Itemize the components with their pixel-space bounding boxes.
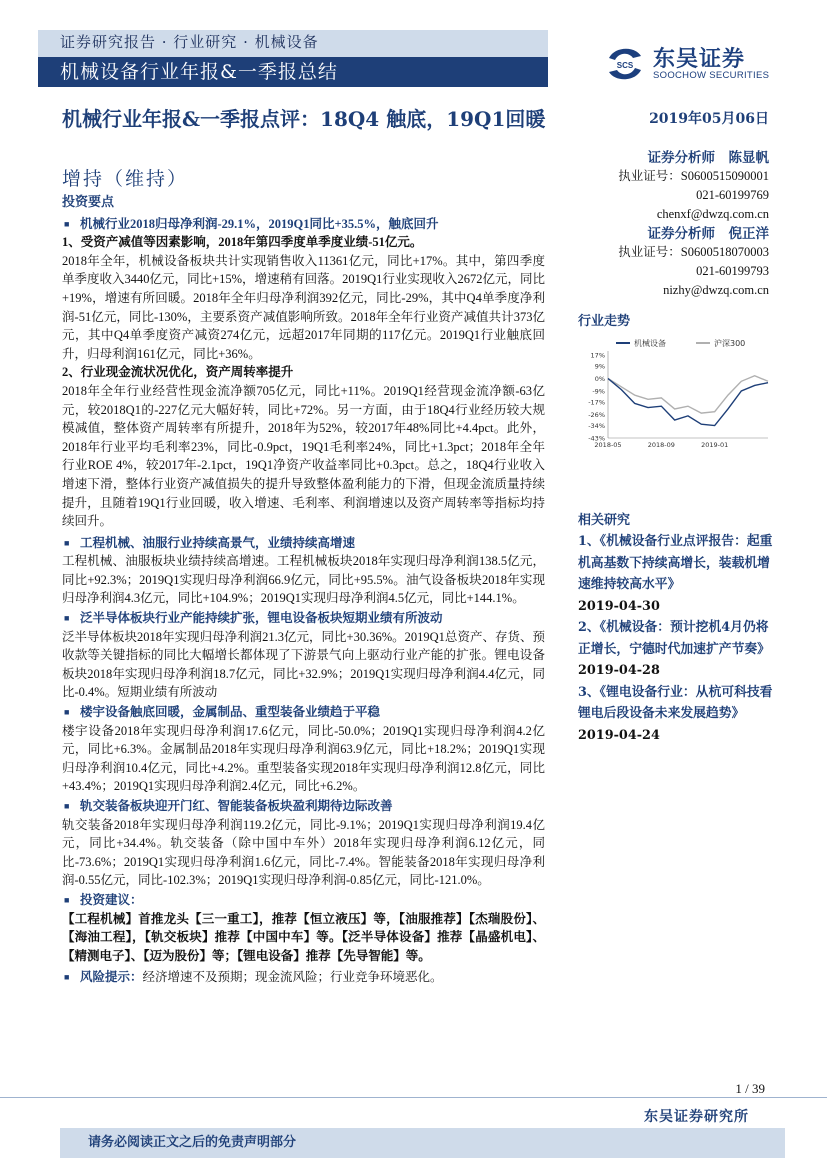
series-line [608, 379, 768, 426]
report-date: 2019年05月06日 [649, 111, 769, 127]
analyst-name: 证券分析师 倪正洋 [647, 226, 769, 241]
bullet-heading: ■ 工程机械、油服行业持续高景气，业绩持续高增速 [62, 534, 545, 553]
footer-divider [0, 1097, 827, 1098]
risk-label: 风险提示： [80, 970, 143, 985]
body-paragraph: 工程机械、油服板块业绩持续高增速。工程机械板块2018年实现归母净利润138.5亿元，同比+92.3%；2019Q1实现归母净利润66.9亿元，同比+95.5%。油气设备板块2018年实现归母净利润4.3亿元，同比+104.9%；2019Q1实现归母净利润4.5亿元，同比+144.1%。 [62, 554, 545, 606]
scs-logo-icon [603, 42, 647, 86]
y-tick-label: -26% [588, 410, 605, 419]
y-tick-label: -34% [588, 422, 605, 431]
bullet-heading: ■ 泛半导体板块行业产能持续扩张，锂电设备板块短期业绩有所波动 [62, 609, 545, 628]
industry-trend-chart [578, 333, 773, 463]
bullet-heading: ■ 轨交装备板块迎开门红、智能装备板块盈利期待边际改善 [62, 797, 545, 816]
related-item-title[interactable]: 3、《锂电设备行业：从杭可科技看锂电后段设备未来发展趋势》 [578, 684, 773, 721]
bullet-heading: ■ 楼宇设备触底回暖，金属制品、重型装备业绩趋于平稳 [62, 703, 545, 722]
y-tick-label: -43% [588, 434, 605, 443]
risk-text: 经济增速不及预期；现金流风险；行业竞争环境恶化。 [142, 970, 443, 985]
x-tick-label: 2018-05 [594, 441, 622, 449]
y-tick-label: -9% [592, 387, 605, 396]
company-logo [603, 42, 783, 86]
report-title: 机械行业年报&一季报点评：18Q4 触底，19Q1回暖 [62, 107, 546, 131]
related-item-date: 2019-04-24 [578, 727, 660, 743]
body-paragraph: 泛半导体板块2018年实现归母净利润21.3亿元，同比+30.36%。2019Q1总资产、存货、预收款等关键指标的同比大幅增长都体现了下游景气向上驱动行业产能的扩张。锂电设备板块2018年实现归母净利润18.7亿元，同比+32.9%；2019Q1实现归母净利润4.4亿元，同比-0.4%。短期业绩有所波动 [62, 629, 545, 700]
body-paragraph: 【工程机械】首推龙头【三一重工】，推荐【恒立液压】等，【油服推荐】【杰瑞股份】、【海油工程】，【轨交板块】推荐【中国中车】等。【泛半导体设备】推荐【晶盛机电】、【精测电子】、【迈为股份】等；【锂电设备】推荐【先导智能】等。 [62, 911, 545, 963]
related-item-title[interactable]: 1、《机械设备行业点评报告：起重机高基数下持续高增长，装载机增速维持较高水平》 [578, 534, 773, 592]
report-category: 证券研究报告 · 行业研究 · 机械设备 [60, 33, 319, 51]
sub-heading: 1、受资产减值等因素影响，2018年第四季度单季度业绩-51亿元。 [62, 235, 423, 250]
body-paragraph: 轨交装备2018年实现归母净利润119.2亿元，同比-9.1%；2019Q1实现归母净利润19.4亿元，同比+34.4%。轨交装备（除中国中车外）2018年实现归母净利润6.12亿元，同比-73.6%；2019Q1实现归母净利润1.6亿元，同比-7.4%。智能装备2018年实现归母净利润-0.55亿元，同比-102.3%；2019Q1实现归母净利润-0.85亿元，同比-121.0%。 [62, 817, 545, 888]
analyst-license: 执业证号：S0600515090001 [618, 169, 769, 183]
y-tick-label: 17% [590, 351, 605, 360]
related-heading: 相关研究 [578, 513, 631, 528]
rating-label: 增持（维持） [62, 168, 189, 190]
analyst-name: 证券分析师 陈显帆 [647, 150, 769, 165]
legend-label: 沪深300 [714, 339, 746, 348]
y-tick-label: -17% [588, 398, 605, 407]
footer-organization: 东吴证券研究所 [644, 1109, 749, 1125]
body-paragraph: 楼宇设备2018年实现归母净利润17.6亿元，同比-50.0%；2019Q1实现归母净利润4.2亿元，同比+6.3%。金属制品2018年实现归母净利润63.9亿元，同比+18.2%；2019Q1实现归母净利润10.4亿元，同比+4.2%。重型装备实现2018年实现归母净利润12.8亿元，同比+43.4%；2019Q1实现归母净利润2.4亿元，同比+6.2%。 [62, 723, 545, 794]
analyst-block-2 [539, 224, 769, 300]
related-research-list [578, 531, 778, 746]
y-tick-label: 9% [594, 362, 605, 371]
related-item-date: 2019-04-28 [578, 663, 660, 678]
related-item-date: 2019-04-30 [578, 598, 660, 614]
x-tick-label: 2019-01 [701, 441, 729, 449]
analyst-email[interactable]: nizhy@dwzq.com.cn [663, 283, 769, 297]
logo-mark-text: SCS [616, 61, 634, 70]
legend-label: 机械设备 [634, 339, 666, 348]
page-number: 1 / 39 [735, 1081, 765, 1096]
main-body [62, 193, 545, 987]
logo-chinese-name: 东吴证券 [653, 47, 746, 72]
analyst-email[interactable]: chenxf@dwzq.com.cn [656, 207, 769, 221]
disclaimer-banner[interactable]: 请务必阅读正文之后的免责声明部分 [60, 1128, 785, 1158]
body-paragraph: 2018年全年行业经营性现金流净额705亿元，同比+11%。2019Q1经营现金流净额-63亿元，较2018Q1的-227亿元大幅好转，同比+72%。另一方面，由于18Q4行业经历较大规模减值，整体资产周转率有所提升，2018年为52%，较2017年48%同比+4.4pct。此外，2018年行业平均毛利率23%，同比-0.9pct，19Q1毛利率24%，同比+1.3pct；2018年全年行业ROE 4%，较2017年-2.1pct，19Q1净资产收益率同比+0.3pct。总之，18Q4行业收入增速下滑，整体行业资产减值损失的提升导致整体盈利能力的下滑，但现金流质量持续提升，且随着19Q1行业回暖，收入增速、毛利率、利润增速以及资产周转率等指标均持续回升。 [62, 383, 545, 529]
bullet-heading: ■ 投资建议： [62, 891, 545, 910]
x-tick-label: 2018-09 [647, 441, 675, 449]
analyst-block-1 [539, 148, 769, 224]
trend-heading: 行业走势 [578, 314, 631, 329]
y-tick-label: 0% [594, 375, 605, 384]
logo-english-name: SOOCHOW SECURITIES [653, 70, 770, 81]
body-paragraph: 2018年全年，机械设备板块共计实现销售收入11361亿元，同比+17%。其中，第四季度单季度收入3440亿元，同比+15%，增速稍有回落。2019Q1行业实现收入2672亿元，同比+19%，增速有所回暖。2018年全年归母净利润392亿元，同比-29%，其中Q4单季度净利润-51亿元，同比-130%，主要系资产减值影响所致。2018年全年行业资产减值共计373亿元，其中Q4单季度资产减资274亿元，远超2017年同期的117亿元。2019Q1行业触底回升，归母利润161亿元，同比+36%。 [62, 253, 545, 361]
analyst-phone: 021-60199769 [696, 188, 769, 202]
sub-heading: 2、行业现金流状况优化，资产周转率提升 [62, 365, 294, 380]
section-title: 投资要点 [62, 194, 115, 209]
series-line [608, 376, 768, 413]
analyst-license: 执业证号：S0600518070003 [618, 245, 769, 259]
analyst-phone: 021-60199793 [696, 264, 769, 278]
bullet-heading: ■ 机械行业2018归母净利润-29.1%，2019Q1同比+35.5%，触底回升 [62, 215, 545, 234]
report-series-banner: 机械设备行业年报&一季报总结 [38, 57, 548, 87]
related-item-title[interactable]: 2、《机械设备：预计挖机4月仍将正增长，宁德时代加速扩产节奏》 [578, 620, 770, 657]
risk-warning [62, 968, 545, 987]
